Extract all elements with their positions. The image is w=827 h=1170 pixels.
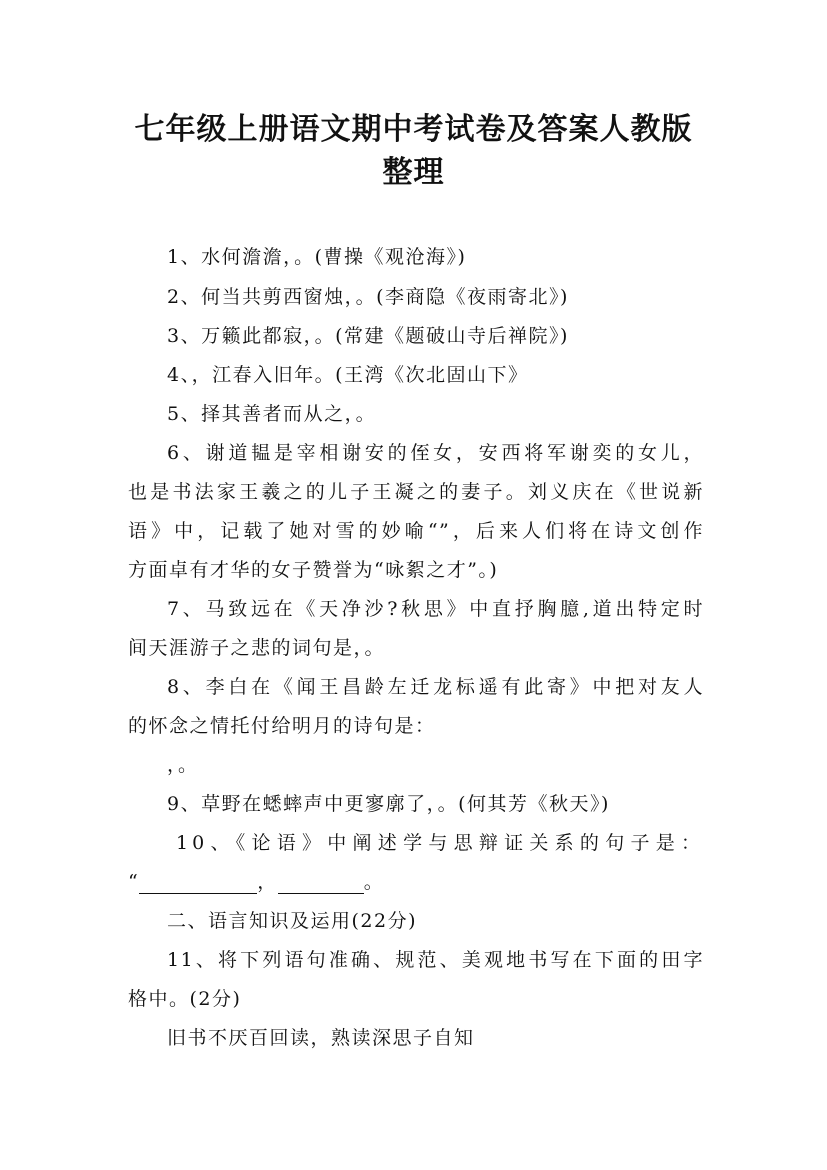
period: 。: [363, 871, 385, 893]
comma: ，: [257, 871, 278, 893]
question-9: 9、草野在蟋蟀声中更寥廓了，。(何其芳《秋天》): [167, 793, 610, 815]
question-2: 2、何当共剪西窗烛，。(李商隐《夜雨寄北》): [167, 286, 569, 308]
question-10-line-2: [128, 867, 704, 894]
answer-blank-2[interactable]: [278, 871, 364, 894]
question-6-line-4: 方面卓有才华的女子赞誉为“咏絮之才”。): [128, 559, 499, 581]
question-6-line-3: 语》中，记载了她对雪的妙喻“”，后来人们将在诗文创作: [128, 520, 704, 542]
question-10-line-1: 10、《论语》中阐述学与思辩证关系的句子是：: [176, 832, 704, 854]
question-11-line-2: 格中。(2分): [128, 988, 242, 1010]
document-title-line-1: 七年级上册语文期中考试卷及答案人教版: [134, 112, 693, 147]
question-7-line-2: 间天涯游子之悲的词句是，。: [128, 637, 386, 659]
question-3: 3、万籁此都寂，。(常建《题破山寺后禅院》): [167, 325, 569, 347]
question-6-line-2: 也是书法家王羲之的儿子王凝之的妻子。刘义庆在《世说新: [128, 481, 704, 503]
question-4: 4、，江春入旧年。(王湾《次北固山下》: [167, 364, 529, 386]
question-8-line-3: ，。: [167, 754, 199, 776]
answer-blank-1[interactable]: [139, 871, 257, 894]
section-2-heading: 二、语言知识及运用(22分): [167, 910, 418, 932]
question-8-line-1: 8、李白在《闻王昌龄左迁龙标遥有此寄》中把对友人: [167, 676, 704, 698]
question-5: 5、择其善者而从之，。: [167, 403, 377, 425]
question-8-line-2: 的怀念之情托付给明月的诗句是：: [128, 715, 436, 737]
document-title-line-2: 整理: [382, 155, 445, 190]
open-quote: “: [128, 871, 140, 893]
question-11-text: 旧书不厌百回读，熟读深思子自知: [167, 1027, 475, 1049]
question-1: 1、水何澹澹，。(曹操《观沧海》): [167, 246, 467, 268]
question-6-line-1: 6、谢道韫是宰相谢安的侄女，安西将军谢奕的女儿，: [167, 442, 704, 464]
question-11-line-1: 11、将下列语句准确、规范、美观地书写在下面的田字: [167, 949, 704, 971]
question-7-line-1: 7、马致远在《天净沙?秋思》中直抒胸臆,道出特定时: [167, 598, 704, 620]
